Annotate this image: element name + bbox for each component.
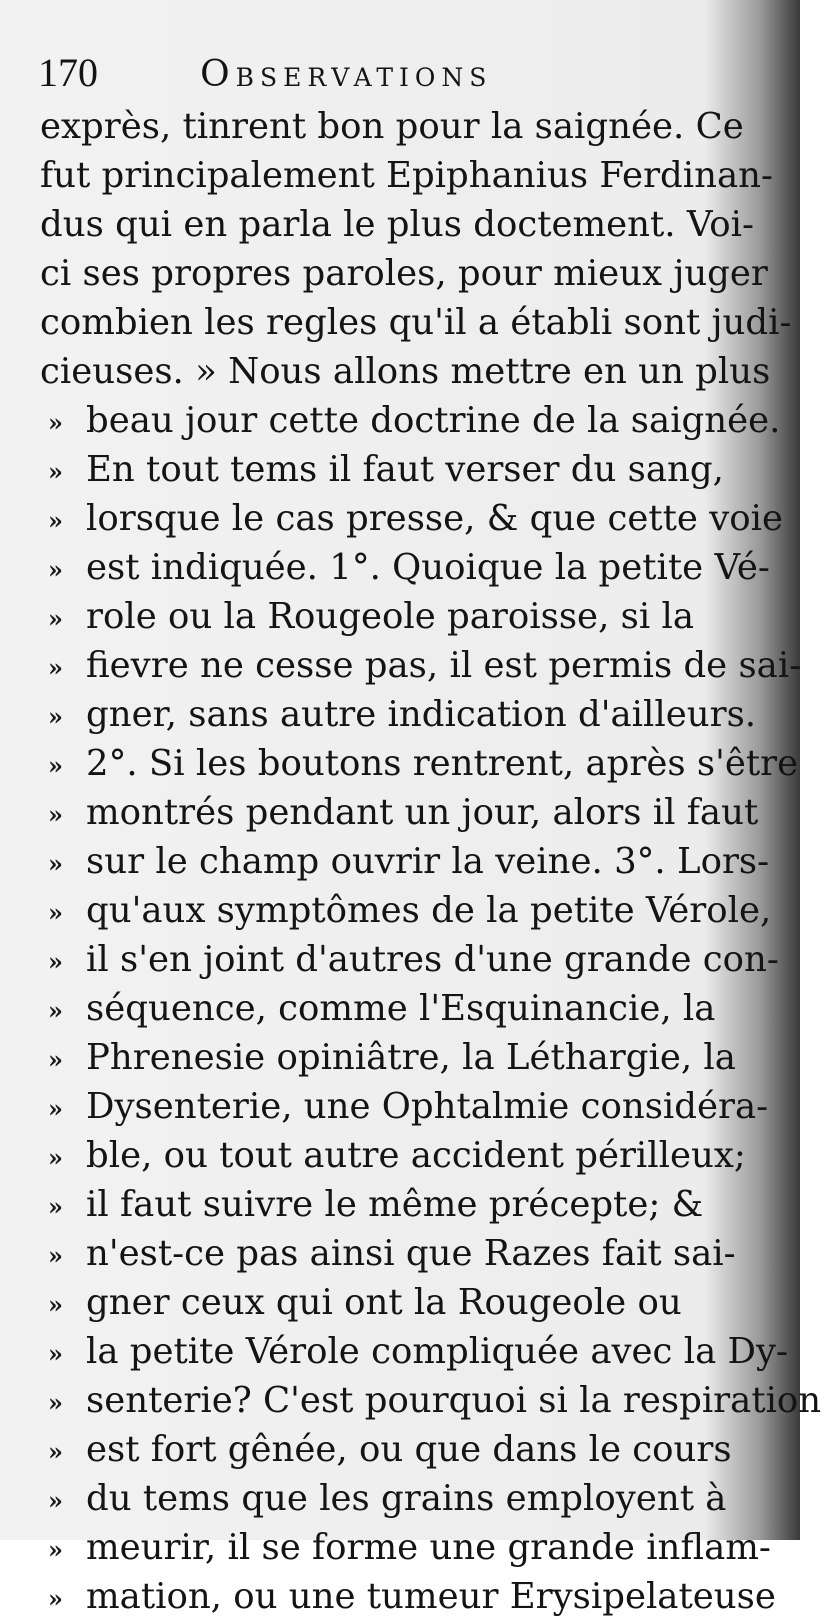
quote-mark: » xyxy=(48,1535,63,1564)
quote-mark: » xyxy=(48,408,63,437)
quote-mark: » xyxy=(48,898,63,927)
text-line xyxy=(40,249,768,298)
line-text: Phrenesie opiniâtre, la Léthargie, la xyxy=(86,1037,736,1078)
quote-mark: » xyxy=(48,506,63,535)
text-line xyxy=(40,935,779,984)
line-text: lorsque le cas presse, & que cette voie xyxy=(86,498,783,539)
quote-mark: » xyxy=(48,1584,63,1613)
line-text: mation, ou une tumeur Erysipelateuse xyxy=(86,1576,776,1617)
text-line xyxy=(40,641,802,690)
text-line xyxy=(40,102,744,151)
line-text: n'est-ce pas ainsi que Razes fait sai- xyxy=(86,1233,736,1274)
line-text: la petite Vérole compliquée avec la Dy- xyxy=(86,1331,789,1372)
line-text: il faut suivre le même précepte; & xyxy=(86,1184,704,1225)
text-line xyxy=(40,445,740,494)
line-text: Dysenterie, une Ophtalmie considéra- xyxy=(86,1086,769,1127)
line-text: En tout tems il faut verser du sang, xyxy=(86,449,724,490)
quote-mark: » xyxy=(48,1290,63,1319)
text-line xyxy=(40,298,792,347)
running-title: Observations xyxy=(200,54,493,95)
text-line xyxy=(40,837,770,886)
quote-mark: » xyxy=(48,947,63,976)
text-line xyxy=(40,1278,740,1327)
quote-mark: » xyxy=(48,1094,63,1123)
line-text: ble, ou tout autre accident périlleux; xyxy=(86,1135,746,1176)
line-text: ci ses propres paroles, pour mieux juger xyxy=(40,253,768,294)
line-text: combien les regles qu'il a établi sont judi- xyxy=(40,302,792,343)
text-line xyxy=(40,1180,740,1229)
quote-mark: » xyxy=(48,1241,63,1270)
text-line xyxy=(40,1033,740,1082)
quote-mark: » xyxy=(48,702,63,731)
line-text: exprès, tinrent bon pour la saignée. Ce xyxy=(40,106,744,147)
line-text: est indiquée. 1°. Quoique la petite Vé- xyxy=(86,547,770,588)
quote-mark: » xyxy=(48,1486,63,1515)
text-line xyxy=(40,543,770,592)
line-text: séquence, comme l'Esquinancie, la xyxy=(86,988,716,1029)
text-line xyxy=(40,592,740,641)
quote-mark: » xyxy=(48,604,63,633)
text-line xyxy=(40,1082,769,1131)
quote-mark: » xyxy=(48,800,63,829)
line-text: gner, sans autre indication d'ailleurs. xyxy=(86,694,757,735)
line-text: il s'en joint d'autres d'une grande con- xyxy=(86,939,779,980)
quote-mark: » xyxy=(48,1192,63,1221)
text-line xyxy=(40,1572,776,1621)
page-number: 170 xyxy=(38,50,98,95)
text-line xyxy=(40,1327,789,1376)
line-text: role ou la Rougeole paroisse, si la xyxy=(86,596,695,637)
quote-mark: » xyxy=(48,1339,63,1368)
line-text: dus qui en parla le plus doctement. Voi- xyxy=(40,204,754,245)
line-text: du tems que les grains employent à xyxy=(86,1478,727,1519)
line-text: cieuses. » Nous allons mettre en un plus xyxy=(40,351,771,392)
text-line xyxy=(40,494,783,543)
text-line xyxy=(40,347,771,396)
line-text: fut principalement Epiphanius Ferdinan- xyxy=(40,155,774,196)
text-line xyxy=(40,1131,746,1180)
quote-mark: » xyxy=(48,1045,63,1074)
quote-mark: » xyxy=(48,1437,63,1466)
text-line xyxy=(40,690,757,739)
quote-mark: » xyxy=(48,1143,63,1172)
text-line xyxy=(40,200,754,249)
text-line xyxy=(40,984,740,1033)
text-line xyxy=(40,788,759,837)
text-line xyxy=(40,1523,771,1572)
text-line xyxy=(40,739,799,788)
quote-mark: » xyxy=(48,996,63,1025)
quote-mark: » xyxy=(48,653,63,682)
line-text: meurir, il se forme une grande inflam- xyxy=(86,1527,771,1568)
quote-mark: » xyxy=(48,555,63,584)
line-text: senterie? C'est pourquoi si la respiration xyxy=(86,1380,821,1421)
quote-mark: » xyxy=(48,849,63,878)
line-text: sur le champ ouvrir la veine. 3°. Lors- xyxy=(86,841,770,882)
line-text: gner ceux qui ont la Rougeole ou xyxy=(86,1282,682,1323)
text-line xyxy=(40,1376,821,1425)
quote-mark: » xyxy=(48,1388,63,1417)
quote-mark: » xyxy=(48,751,63,780)
line-text: beau jour cette doctrine de la saignée. xyxy=(86,400,781,441)
line-text: fievre ne cesse pas, il est permis de sai- xyxy=(86,645,802,686)
quote-mark: » xyxy=(48,457,63,486)
line-text: est fort gênée, ou que dans le cours xyxy=(86,1429,732,1470)
text-line xyxy=(40,151,774,200)
text-line xyxy=(40,886,772,935)
text-line xyxy=(40,1474,740,1523)
body-text xyxy=(40,102,821,1621)
line-text: 2°. Si les boutons rentrent, après s'être xyxy=(86,743,799,784)
line-text: montrés pendant un jour, alors il faut xyxy=(86,792,759,833)
running-head xyxy=(38,48,598,98)
text-line xyxy=(40,1425,740,1474)
line-text: qu'aux symptômes de la petite Vérole, xyxy=(86,890,772,931)
text-line xyxy=(40,396,781,445)
text-line xyxy=(40,1229,740,1278)
